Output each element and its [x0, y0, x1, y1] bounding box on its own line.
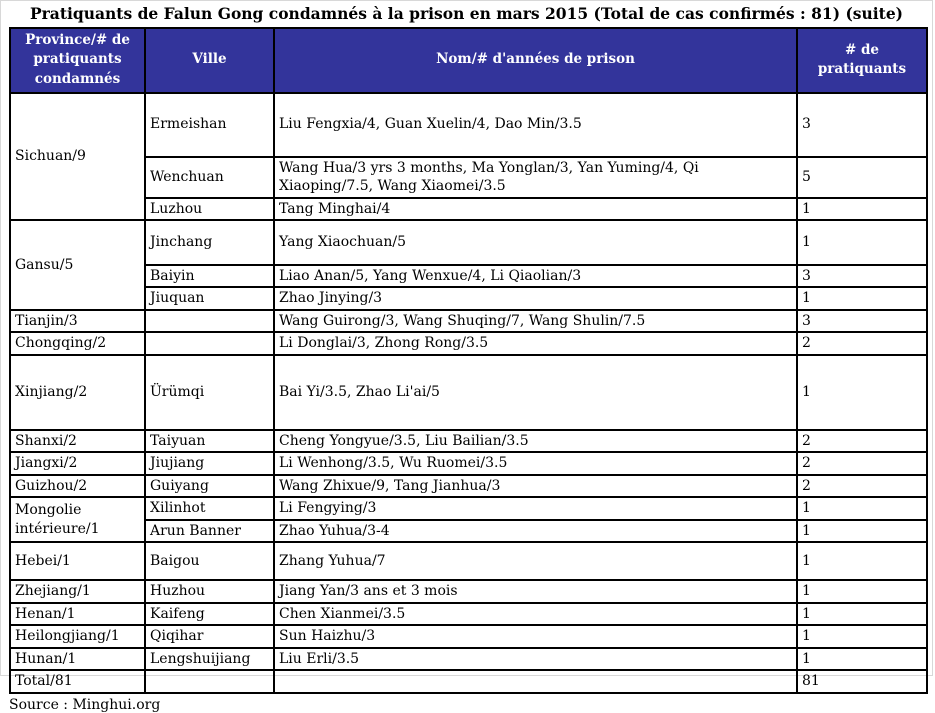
count-cell: 1 — [797, 542, 927, 580]
count-cell: 2 — [797, 475, 927, 497]
noms-cell: Li Wenhong/3.5, Wu Ruomei/3.5 — [274, 452, 797, 474]
table-header-row — [10, 28, 927, 93]
count-cell: 2 — [797, 430, 927, 452]
table-row — [10, 287, 927, 309]
table-row — [10, 198, 927, 220]
table-row — [10, 603, 927, 625]
total-ville-cell — [145, 670, 274, 692]
noms-cell: Wang Guirong/3, Wang Shuqing/7, Wang Shulin/7.5 — [274, 310, 797, 332]
count-cell: 3 — [797, 265, 927, 287]
noms-cell: Chen Xianmei/3.5 — [274, 603, 797, 625]
ville-cell: Jiuquan — [145, 287, 274, 309]
count-cell: 1 — [797, 580, 927, 602]
column-header-2: Nom/# d'années de prison — [274, 28, 797, 93]
table-row — [10, 265, 927, 287]
ville-cell: Huzhou — [145, 580, 274, 602]
noms-cell: Sun Haizhu/3 — [274, 625, 797, 647]
noms-cell: Zhao Jinying/3 — [274, 287, 797, 309]
column-header-3: # de pratiquants — [797, 28, 927, 93]
total-count-cell: 81 — [797, 670, 927, 692]
count-cell: 1 — [797, 520, 927, 542]
count-cell: 5 — [797, 157, 927, 198]
ville-cell: Baigou — [145, 542, 274, 580]
total-row — [10, 670, 927, 692]
ville-cell — [145, 332, 274, 354]
count-cell: 3 — [797, 93, 927, 157]
ville-cell: Jinchang — [145, 220, 274, 265]
table-row — [10, 497, 927, 519]
ville-cell: Guiyang — [145, 475, 274, 497]
province-cell: Tianjin/3 — [10, 310, 145, 332]
province-cell: Heilongjiang/1 — [10, 625, 145, 647]
table-row — [10, 157, 927, 198]
total-label-cell: Total/81 — [10, 670, 145, 692]
total-noms-cell — [274, 670, 797, 692]
table-row — [10, 452, 927, 474]
table-body — [10, 93, 927, 693]
ville-cell: Qiqihar — [145, 625, 274, 647]
noms-cell: Yang Xiaochuan/5 — [274, 220, 797, 265]
ville-cell: Jiujiang — [145, 452, 274, 474]
count-cell: 1 — [797, 603, 927, 625]
table-row — [10, 475, 927, 497]
ville-cell: Kaifeng — [145, 603, 274, 625]
ville-cell: Lengshuijiang — [145, 648, 274, 670]
noms-cell: Bai Yi/3.5, Zhao Li'ai/5 — [274, 355, 797, 430]
province-cell: Guizhou/2 — [10, 475, 145, 497]
column-header-1: Ville — [145, 28, 274, 93]
noms-cell: Li Donglai/3, Zhong Rong/3.5 — [274, 332, 797, 354]
noms-cell: Liu Erli/3.5 — [274, 648, 797, 670]
count-cell: 3 — [797, 310, 927, 332]
province-cell: Hebei/1 — [10, 542, 145, 580]
count-cell: 1 — [797, 355, 927, 430]
table-row — [10, 220, 927, 265]
province-cell: Jiangxi/2 — [10, 452, 145, 474]
ville-cell: Arun Banner — [145, 520, 274, 542]
page-title: Pratiquants de Falun Gong condamnés à la prison en mars 2015 (Total de cas confirmés : 81) (suite) — [29, 4, 904, 23]
province-cell: Hunan/1 — [10, 648, 145, 670]
count-cell: 1 — [797, 625, 927, 647]
ville-cell — [145, 310, 274, 332]
table-row — [10, 648, 927, 670]
noms-cell: Wang Zhixue/9, Tang Jianhua/3 — [274, 475, 797, 497]
source-attribution: Source : Minghui.org — [9, 696, 161, 713]
province-cell: Gansu/5 — [10, 220, 145, 310]
ville-cell: Ürümqi — [145, 355, 274, 430]
province-cell: Zhejiang/1 — [10, 580, 145, 602]
noms-cell: Liu Fengxia/4, Guan Xuelin/4, Dao Min/3.5 — [274, 93, 797, 157]
table-row — [10, 310, 927, 332]
ville-cell: Luzhou — [145, 198, 274, 220]
province-cell: Shanxi/2 — [10, 430, 145, 452]
column-header-0: Province/# de pratiquants condamnés — [10, 28, 145, 93]
province-cell: Henan/1 — [10, 603, 145, 625]
ville-cell: Wenchuan — [145, 157, 274, 198]
table-row — [10, 332, 927, 354]
noms-cell: Zhang Yuhua/7 — [274, 542, 797, 580]
province-cell: Chongqing/2 — [10, 332, 145, 354]
ville-cell: Xilinhot — [145, 497, 274, 519]
table-row — [10, 625, 927, 647]
noms-cell: Cheng Yongyue/3.5, Liu Bailian/3.5 — [274, 430, 797, 452]
province-cell: Xinjiang/2 — [10, 355, 145, 430]
table-row — [10, 93, 927, 157]
count-cell: 1 — [797, 648, 927, 670]
table-row — [10, 580, 927, 602]
count-cell: 1 — [797, 198, 927, 220]
noms-cell: Wang Hua/3 yrs 3 months, Ma Yonglan/3, Yan Yuming/4, Qi Xiaoping/7.5, Wang Xiaomei/3.5 — [274, 157, 797, 198]
count-cell: 1 — [797, 220, 927, 265]
noms-cell: Tang Minghai/4 — [274, 198, 797, 220]
count-cell: 1 — [797, 497, 927, 519]
table-row — [10, 355, 927, 430]
noms-cell: Li Fengying/3 — [274, 497, 797, 519]
count-cell: 1 — [797, 287, 927, 309]
noms-cell: Zhao Yuhua/3-4 — [274, 520, 797, 542]
ville-cell: Ermeishan — [145, 93, 274, 157]
count-cell: 2 — [797, 332, 927, 354]
prisoners-table — [9, 27, 928, 694]
noms-cell: Liao Anan/5, Yang Wenxue/4, Li Qiaolian/3 — [274, 265, 797, 287]
ville-cell: Taiyuan — [145, 430, 274, 452]
table-row — [10, 520, 927, 542]
count-cell: 2 — [797, 452, 927, 474]
table-row — [10, 430, 927, 452]
table-header — [10, 28, 927, 93]
ville-cell: Baiyin — [145, 265, 274, 287]
province-cell: Sichuan/9 — [10, 93, 145, 220]
table-row — [10, 542, 927, 580]
noms-cell: Jiang Yan/3 ans et 3 mois — [274, 580, 797, 602]
province-cell: Mongolie intérieure/1 — [10, 497, 145, 542]
